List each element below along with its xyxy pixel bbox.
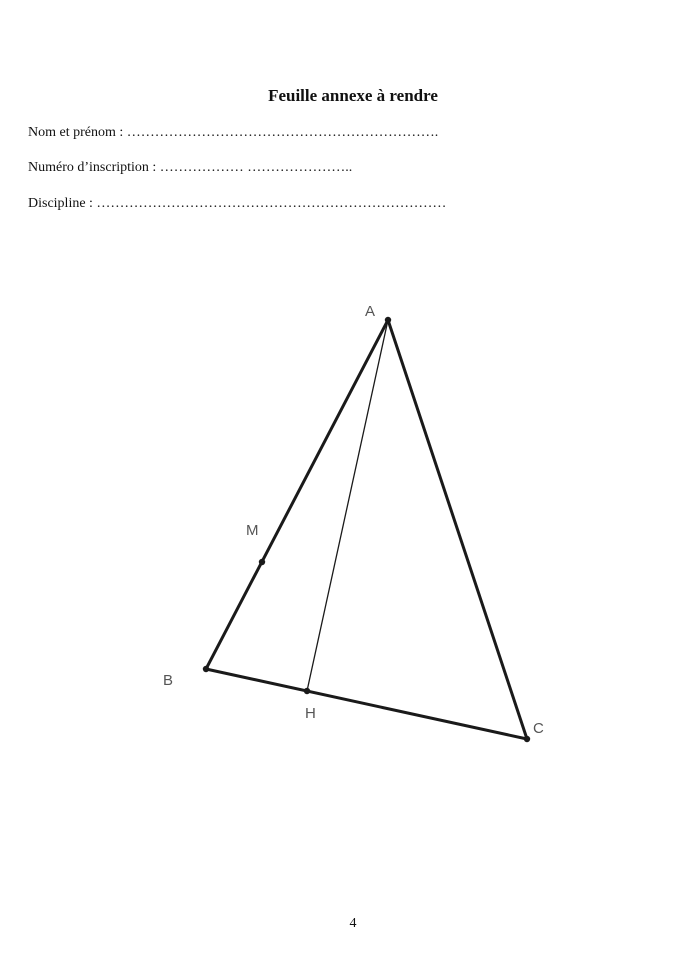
label-m: M: [246, 522, 259, 539]
label-b: B: [163, 672, 174, 689]
point-m: [259, 559, 265, 565]
segment-ab: [206, 320, 388, 669]
point-b: [203, 666, 209, 672]
registration-number-field: Numéro d’inscription : ……………… …………………..: [28, 160, 353, 175]
page-number: 4: [349, 916, 357, 931]
point-a: [385, 317, 391, 323]
segment-bc: [206, 669, 527, 739]
label-c: C: [533, 720, 544, 737]
label-a: A: [365, 303, 376, 320]
discipline-field: Discipline : …………………………………………………………………: [28, 196, 447, 211]
name-field: Nom et prénom : ………………………………………………………….: [28, 125, 439, 140]
segment-ac: [388, 320, 527, 739]
label-h: H: [305, 705, 316, 722]
page-title: Feuille annexe à rendre: [268, 86, 438, 105]
point-c: [524, 736, 530, 742]
segment-ah: [307, 320, 388, 691]
point-h: [304, 688, 310, 694]
